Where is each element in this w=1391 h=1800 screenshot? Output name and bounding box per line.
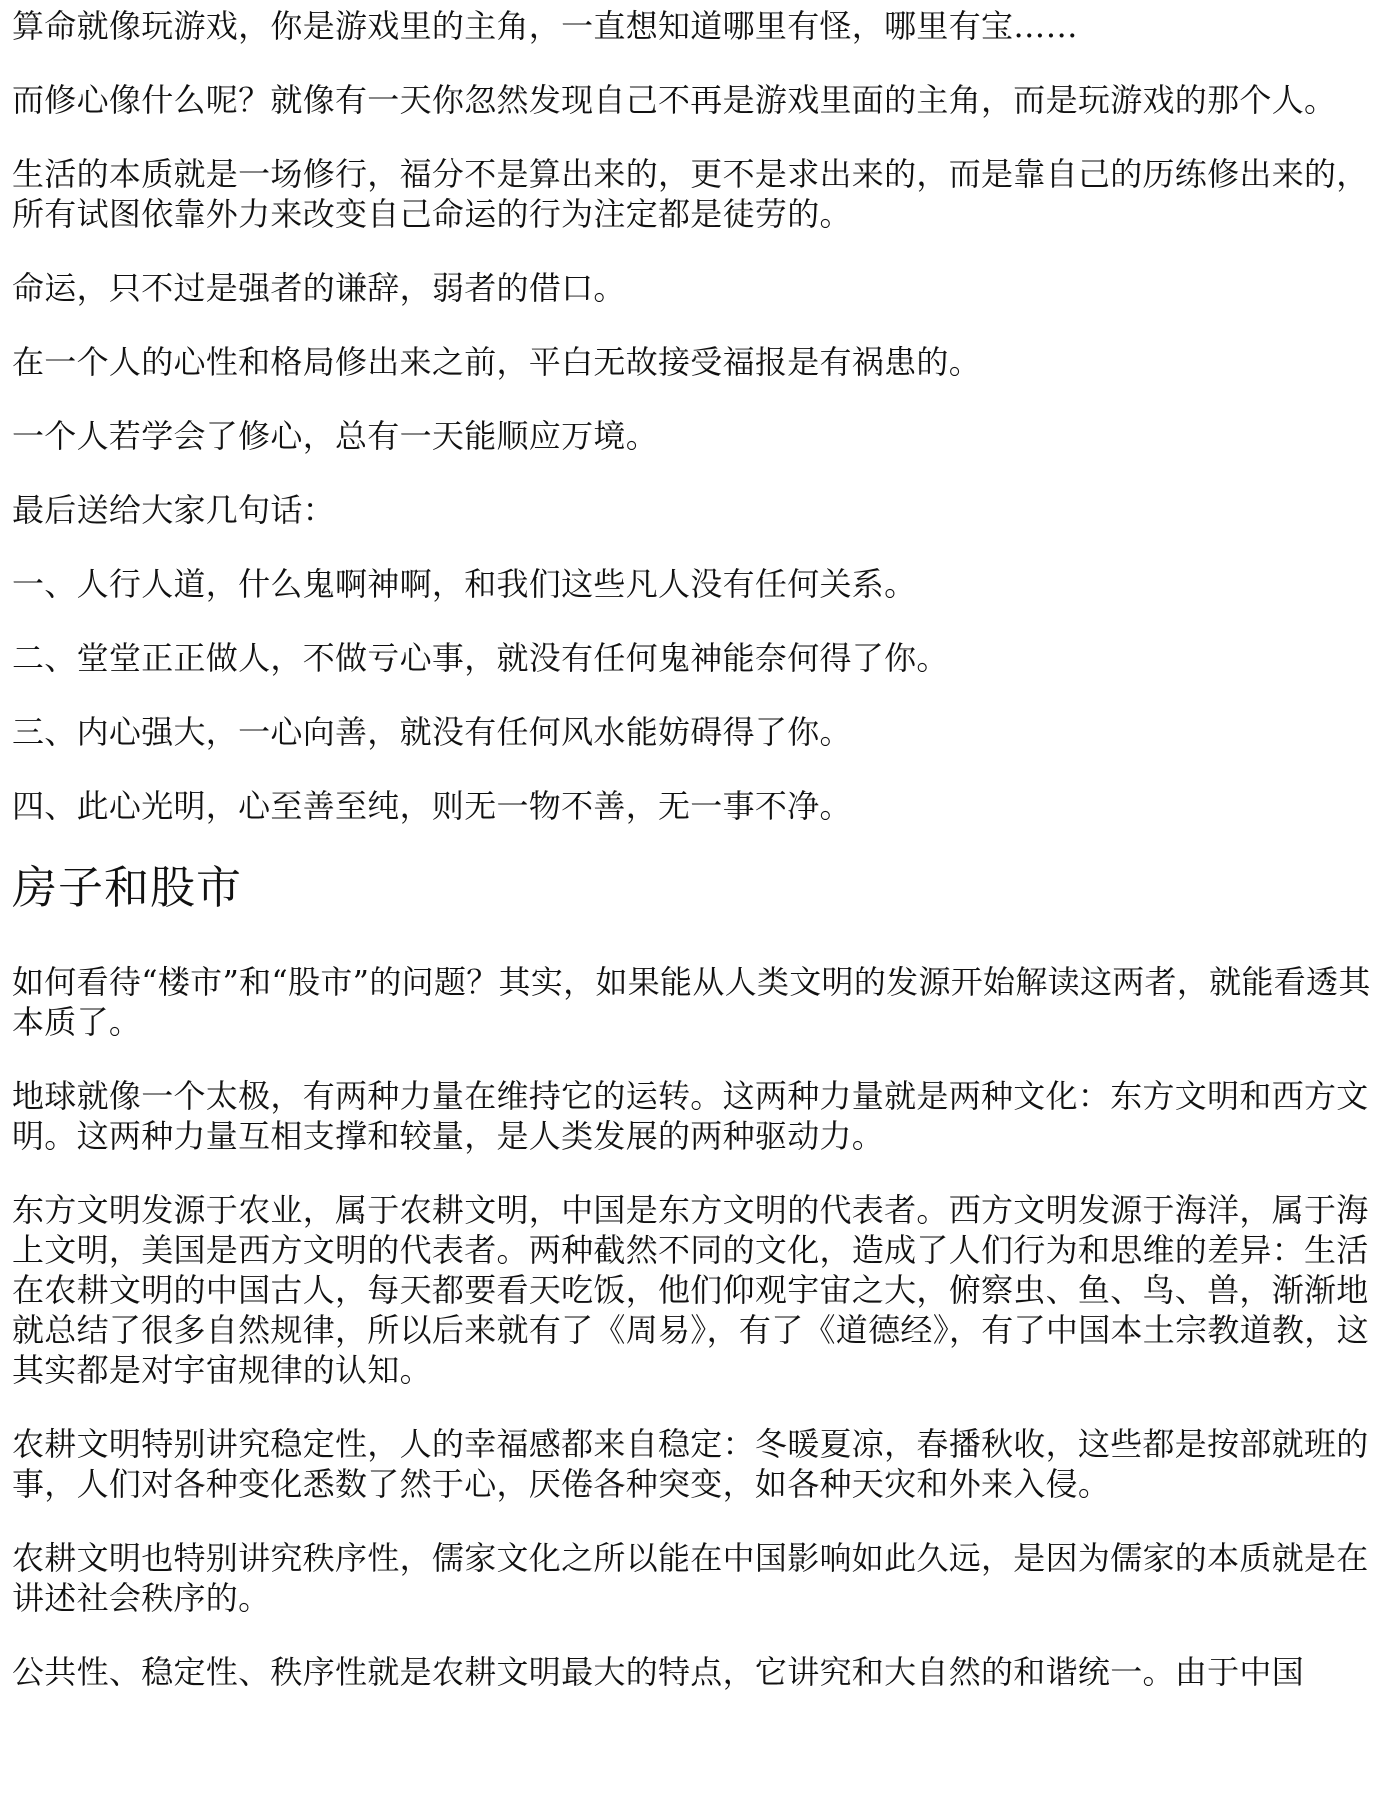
list-item: 二、堂堂正正做人，不做亏心事，就没有任何鬼神能奈何得了你。 (12, 639, 949, 677)
section-title: 房子和股市 (12, 861, 243, 914)
paragraph: 而修心像什么呢？就像有一天你忽然发现自己不再是游戏里面的主角，而是玩游戏的那个人。 (12, 81, 1337, 119)
paragraph: 在一个人的心性和格局修出来之前，平白无故接受福报是有祸患的。 (12, 343, 982, 381)
paragraph: 农耕文明也特别讲究秩序性，儒家文化之所以能在中国影响如此久远，是因为儒家的本质就是在讲述社会秩序的。 (12, 1539, 1369, 1617)
list-item: 四、此心光明，心至善至纯，则无一物不善，无一事不净。 (12, 787, 852, 825)
list-item: 三、内心强大，一心向善，就没有任何风水能妨碍得了你。 (12, 713, 852, 751)
paragraph: 如何看待“楼市”和“股市”的问题？其实，如果能从人类文明的发源开始解读这两者，就能看透其本质了。 (12, 963, 1371, 1041)
paragraph: 命运，只不过是强者的谦辞，弱者的借口。 (12, 269, 626, 307)
paragraph: 公共性、稳定性、秩序性就是农耕文明最大的特点，它讲究和大自然的和谐统一。由于中国 (12, 1653, 1305, 1691)
paragraph: 农耕文明特别讲究稳定性，人的幸福感都来自稳定：冬暖夏凉，春播秋收，这些都是按部就班的事，人们对各种变化悉数了然于心，厌倦各种突变，如各种天灾和外来入侵。 (12, 1425, 1369, 1503)
paragraph: 地球就像一个太极，有两种力量在维持它的运转。这两种力量就是两种文化：东方文明和西方文明。这两种力量互相支撑和较量，是人类发展的两种驱动力。 (12, 1077, 1369, 1155)
paragraph: 生活的本质就是一场修行，福分不是算出来的，更不是求出来的，而是靠自己的历练修出来的，所有试图依靠外力来改变自己命运的行为注定都是徒劳的。 (12, 155, 1369, 233)
paragraph: 算命就像玩游戏，你是游戏里的主角，一直想知道哪里有怪，哪里有宝…… (12, 7, 1078, 45)
paragraph: 东方文明发源于农业，属于农耕文明，中国是东方文明的代表者。西方文明发源于海洋，属于海上文明，美国是西方文明的代表者。两种截然不同的文化，造成了人们行为和思维的差异：生活在农耕文明的中国古人，每天都要看天吃饭，他们仰观宇宙之大，俯察虫、鱼、鸟、兽，渐渐地就总结了很多自然规律，所以后来就有了《周易》，有了《道德经》，有了中国本土宗教道教，这其实都是对宇宙规律的认知。 (12, 1191, 1369, 1389)
paragraph: 最后送给大家几句话： (12, 491, 336, 529)
paragraph: 一个人若学会了修心，总有一天能顺应万境。 (12, 417, 659, 455)
list-item: 一、人行人道，什么鬼啊神啊，和我们这些凡人没有任何关系。 (12, 565, 917, 603)
